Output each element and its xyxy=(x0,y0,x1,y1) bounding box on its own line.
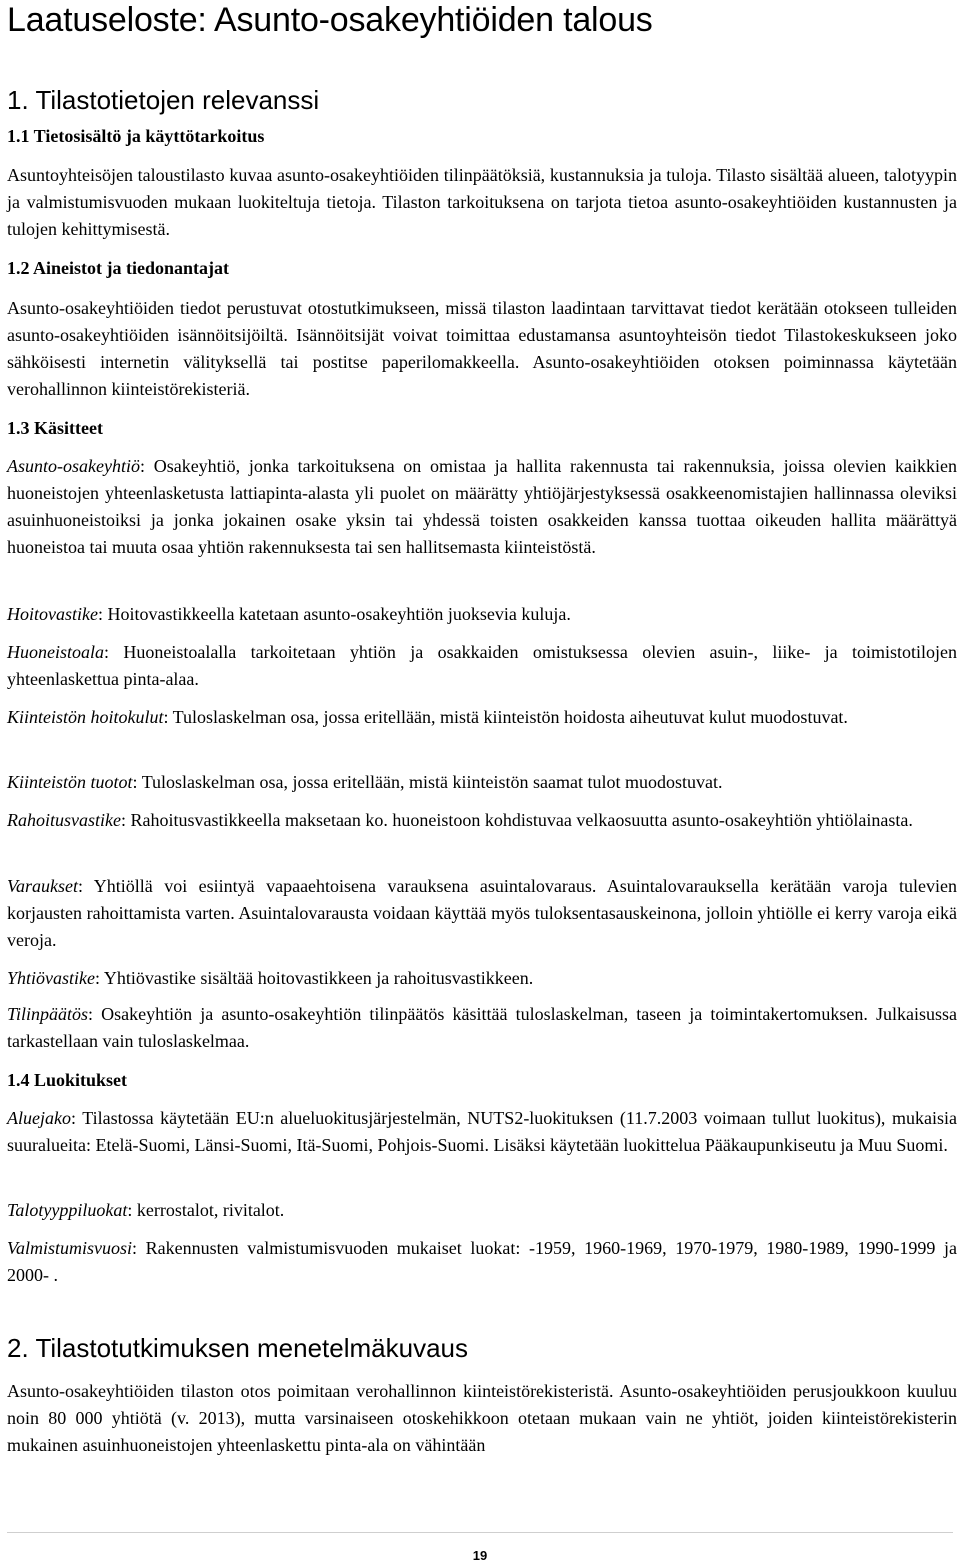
definition-term: Kiinteistön tuotot xyxy=(7,772,133,792)
subsection-1-4-heading: 1.4 Luokitukset xyxy=(7,1070,128,1090)
definition-text: : Hoitovastikkeella katetaan asunto-osakeyhtiön juoksevia kuluja. xyxy=(97,604,571,624)
subsection-1-2-heading: 1.2 Aineistot ja tiedonantajat xyxy=(7,258,229,278)
definition-hoitovastike xyxy=(7,601,957,628)
subsection-1-3-heading: 1.3 Käsitteet xyxy=(7,418,103,438)
subsection-1-1-heading: 1.1 Tietosisältö ja käyttötarkoitus xyxy=(7,126,265,146)
definition-text: : Rakennusten valmistumisvuoden mukaiset luokat: -1959, 1960-1969, 1970-1979, 1980-1989, 1990-1999 ja 2000- . xyxy=(7,1238,957,1285)
definition-huoneistoala xyxy=(7,639,957,693)
definition-term: Asunto-osakeyhtiö xyxy=(7,456,140,476)
definition-kiinteiston-hoitokulut xyxy=(7,704,957,731)
definition-term: Talotyyppiluokat xyxy=(7,1200,128,1220)
definition-text: : Yhtiövastike sisältää hoitovastikkeen ja rahoitusvastikkeen. xyxy=(95,968,534,988)
definition-text: : Osakeyhtiön ja asunto-osakeyhtiön tilinpäätös käsittää tuloslaskelman, taseen ja toimintakertomuksen. Julkaisussa tarkastellaan vain tuloslaskelmaa. xyxy=(7,1004,957,1051)
section-1-heading: 1. Tilastotietojen relevanssi xyxy=(7,85,320,115)
definition-term: Kiinteistön hoitokulut xyxy=(7,707,164,727)
definition-text: : Tuloslaskelman osa, jossa eritellään, mistä kiinteistön saamat tulot muodostuvat. xyxy=(132,772,723,792)
definition-text: : Tilastossa käytetään EU:n alueluokitusjärjestelmän, NUTS2-luokituksen (11.7.2003 voimaan tullut luokitus), mukaisia suuralueita: Etelä-Suomi, Länsi-Suomi, Itä-Suomi, Pohjois-Suomi. Lisäksi käytetään luokittelua Pääkaupunkiseutu ja Muu Suomi. xyxy=(7,1108,957,1155)
definition-text: : Tuloslaskelman osa, jossa eritellään, mistä kiinteistön hoidosta aiheutuvat kulut muodostuvat. xyxy=(163,707,848,727)
definition-rahoitusvastike xyxy=(7,807,957,834)
definition-yhtiovastike xyxy=(7,965,957,992)
page-number: 19 xyxy=(472,1548,488,1563)
definition-term: Yhtiövastike xyxy=(7,968,95,988)
section-2-heading: 2. Tilastotutkimuksen menetelmäkuvaus xyxy=(7,1333,468,1363)
definition-text: : Rahoitusvastikkeella maksetaan ko. huoneistoon kohdistuvaa velkaosuutta asunto-osakeyhtiön yhtiölainasta. xyxy=(120,810,913,830)
definition-term: Hoitovastike xyxy=(7,604,98,624)
definition-term: Tilinpäätös xyxy=(7,1004,89,1024)
definition-term: Rahoitusvastike xyxy=(7,810,121,830)
definition-talotyyppiluokat xyxy=(7,1197,957,1224)
definition-term: Varaukset xyxy=(7,876,78,896)
definition-text: : Osakeyhtiö, jonka tarkoituksena on omistaa ja hallita rakennusta tai rakennuksia, joissa olevien kaikkien huoneistojen yhteenlasketusta lattiapinta-alasta yli puolet on määrätty yhtiöjärjestyksessä osakkeenomistajien hallinnassa oleviksi asuinhuoneistoiksi ja jonka jokainen osake yksin tai yhdessä toisten osakkeiden kanssa tuottaa oikeuden hallita määrättyä huoneistoa tai muuta osaa yhtiön rakennuksesta tai sen hallitsemasta kiinteistöstä. xyxy=(7,456,957,557)
definition-varaukset xyxy=(7,873,957,954)
definition-aluejako xyxy=(7,1105,957,1159)
definition-text: : Yhtiöllä voi esiintyä vapaaehtoisena varauksena asuintalovaraus. Asuintalovarauksella kerätään varoja tulevien korjausten rahoittamista varten. Asuintalovarausta voidaan käyttää myös tuloksentasauskeinona, jolloin yhtiölle ei kerry varoja eikä veroja. xyxy=(7,876,957,950)
definition-text: : kerrostalot, rivitalot. xyxy=(127,1200,285,1220)
definition-term: Valmistumisvuosi xyxy=(7,1238,133,1258)
definition-term: Aluejako xyxy=(7,1108,71,1128)
definition-kiinteiston-tuotot xyxy=(7,769,957,796)
subsection-1-2-text: Asunto-osakeyhtiöiden tiedot perustuvat otostutkimukseen, missä tilaston laadintaan tarvittavat tiedot kerätään otokseen tulleiden asunto-osakeyhtiöiden isännöitsijöiltä. Isännöitsijät voivat toimittaa edustamansa asuntoyhteisön tiedot Tilastokeskukseen joko sähköisesti internetin välityksellä tai postitse paperilomakkeella. Asunto-osakeyhtiöiden otoksen poiminnassa käytetään verohallinnon kiinteistörekisteriä. xyxy=(7,298,957,399)
definition-term: Huoneistoala xyxy=(7,642,104,662)
definition-text: : Huoneistoalalla tarkoitetaan yhtiön ja osakkaiden omistuksessa olevien asuin-, liike- ja toimistotilojen yhteenlaskettua pinta-alaa. xyxy=(7,642,957,689)
definition-tilinpaatos xyxy=(7,1001,957,1055)
definition-asunto-osakeyhtio xyxy=(7,453,957,561)
subsection-1-1-text: Asuntoyhteisöjen taloustilasto kuvaa asunto-osakeyhtiöiden tilinpäätöksiä, kustannuksia ja tuloja. Tilasto sisältää alueen, talotyypin ja valmistumisvuoden mukaan luokiteltuja tietoja. Tilaston tarkoituksena on tarjota tietoa asunto-osakeyhtiöiden kustannusten ja tulojen kehittymisestä. xyxy=(7,165,957,239)
document-title: Laatuseloste: Asunto-osakeyhtiöiden talous xyxy=(7,1,653,39)
section-2-text: Asunto-osakeyhtiöiden tilaston otos poimitaan verohallinnon kiinteistörekisteristä. Asunto-osakeyhtiöiden perusjoukkoon kuuluu noin 80 000 yhtiötä (v. 2013), mutta varsinaiseen otoskehikkoon otetaan mukaan vain ne yhtiöt, joiden kiinteistörekisterin mukainen asuinhuoneistojen yhteenlaskettu pinta-ala on vähintään xyxy=(7,1381,957,1455)
footer-divider xyxy=(7,1532,953,1533)
definition-valmistumisvuosi xyxy=(7,1235,957,1289)
